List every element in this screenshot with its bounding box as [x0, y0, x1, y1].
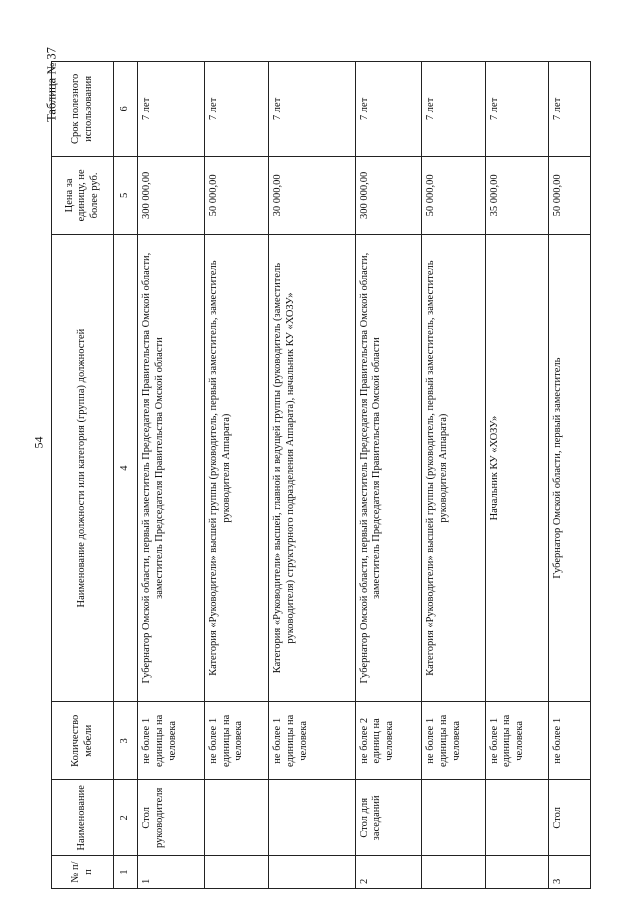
furniture-quantity: не более 2 единиц на человека: [355, 702, 422, 780]
furniture-quantity: не более 1 единицы на человека: [138, 702, 205, 780]
table-row: [205, 62, 269, 889]
unit-price: 300 000,00: [355, 156, 422, 234]
header-price: Цена за единицу, не более руб.: [52, 156, 114, 234]
column-number: 3: [114, 702, 138, 780]
useful-life: 7 лет: [269, 62, 356, 157]
unit-price: 50 000,00: [205, 156, 269, 234]
column-number: 6: [114, 62, 138, 157]
unit-price: 50 000,00: [422, 156, 485, 234]
furniture-name: [269, 780, 356, 856]
position-category: Категория «Руководители» высшей, главной и ведущей группы (руководитель (заместитель руководителя) структурного подразделения Аппарата), начальник КУ «ХОЗУ»: [269, 235, 356, 702]
useful-life: 7 лет: [485, 62, 548, 157]
table-row: [269, 62, 356, 889]
row-number: 1: [138, 856, 205, 889]
table-row: [138, 62, 205, 889]
position-category: Губернатор Омской области, первый заместитель Председателя Правительства Омской области, заместитель Председателя Правительства Омской области: [355, 235, 422, 702]
position-category: Категория «Руководители» высшей группы (руководитель, первый заместитель, заместитель руководителя Аппарата): [422, 235, 485, 702]
position-category: Категория «Руководители» высшей группы (руководитель, первый заместитель, заместитель руководителя Аппарата): [205, 235, 269, 702]
position-category: Губернатор Омской области, первый заместитель: [548, 235, 590, 702]
table-row: [422, 62, 485, 889]
furniture-name: [205, 780, 269, 856]
unit-price: 300 000,00: [138, 156, 205, 234]
furniture-quantity: не более 1 единицы на человека: [485, 702, 548, 780]
furniture-name: Стол для заседаний: [355, 780, 422, 856]
header-name: Наименование: [52, 780, 114, 856]
table-row: [548, 62, 590, 889]
useful-life: 7 лет: [422, 62, 485, 157]
column-number-row: [114, 62, 138, 889]
furniture-table: [51, 61, 591, 889]
page-number: 54: [31, 436, 46, 449]
position-category: Губернатор Омской области, первый заместитель Председателя Правительства Омской области, заместитель Председателя Правительства Омской области: [138, 235, 205, 702]
row-number: 3: [548, 856, 590, 889]
furniture-quantity: не более 1 единицы на человека: [269, 702, 356, 780]
column-number: 1: [114, 856, 138, 889]
header-num: № п/п: [52, 856, 114, 889]
rotated-table-container: [51, 61, 591, 889]
row-number: [205, 856, 269, 889]
unit-price: 35 000,00: [485, 156, 548, 234]
row-number: [269, 856, 356, 889]
column-number: 5: [114, 156, 138, 234]
table-caption: Таблица № 37: [44, 47, 59, 122]
header-position: Наименование должности или категория (группа) должностей: [52, 235, 114, 702]
row-number: [422, 856, 485, 889]
furniture-quantity: не более 1 единицы на человека: [422, 702, 485, 780]
header-row: [52, 62, 114, 889]
column-number: 4: [114, 235, 138, 702]
row-number: 2: [355, 856, 422, 889]
furniture-quantity: не более 1: [548, 702, 590, 780]
furniture-name: Стол руководителя: [138, 780, 205, 856]
row-number: [485, 856, 548, 889]
unit-price: 30 000,00: [269, 156, 356, 234]
furniture-quantity: не более 1 единицы на человека: [205, 702, 269, 780]
column-number: 2: [114, 780, 138, 856]
useful-life: 7 лет: [138, 62, 205, 157]
position-category: Начальник КУ «ХОЗУ»: [485, 235, 548, 702]
header-term: Срок полезного использования: [52, 62, 114, 157]
header-qty: Количество мебели: [52, 702, 114, 780]
furniture-name: Стол: [548, 780, 590, 856]
table-row: [485, 62, 548, 889]
furniture-name: [422, 780, 485, 856]
useful-life: 7 лет: [205, 62, 269, 157]
table-row: [355, 62, 422, 889]
furniture-name: [485, 780, 548, 856]
useful-life: 7 лет: [548, 62, 590, 157]
useful-life: 7 лет: [355, 62, 422, 157]
unit-price: 50 000,00: [548, 156, 590, 234]
